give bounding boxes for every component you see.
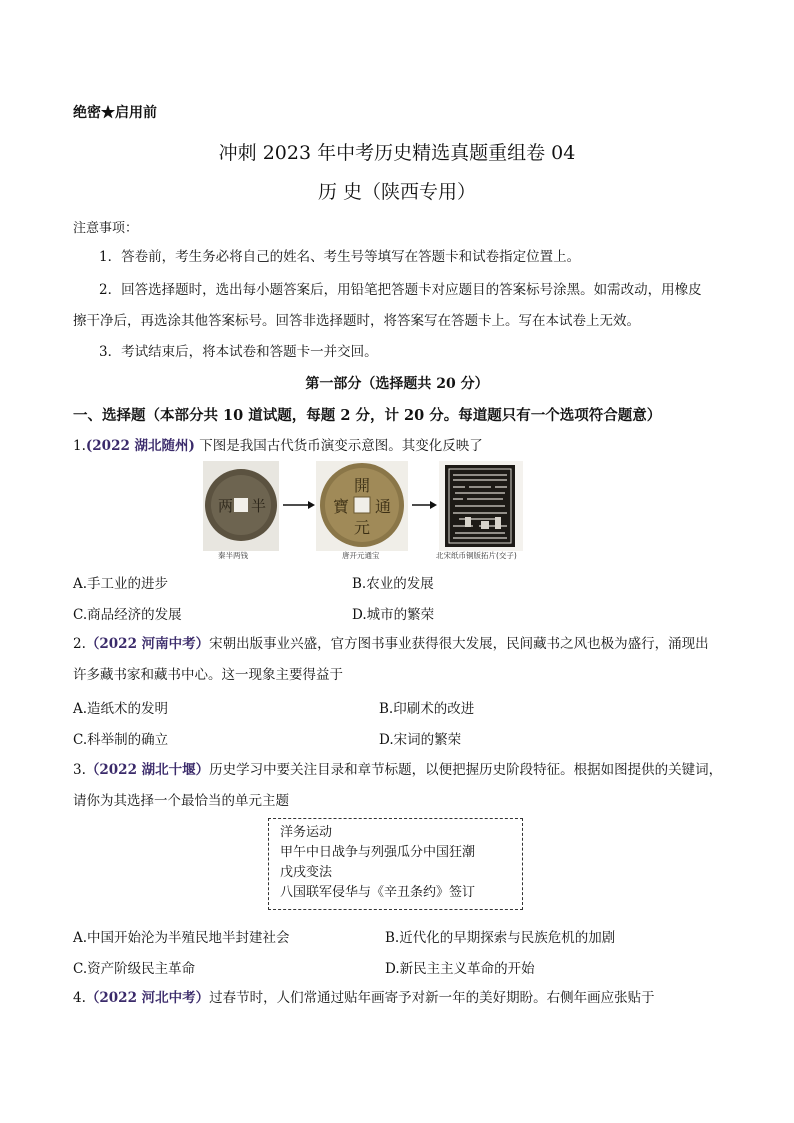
caption-qin-banliang: 秦半两钱 bbox=[218, 551, 248, 560]
coin1-char-right: 半 bbox=[251, 497, 267, 515]
coin2-char-left: 寶 bbox=[333, 497, 350, 516]
question-4-text: 过春节时，人们常通过贴年画寄予对新一年的美好期盼。右侧年画应张贴于 bbox=[209, 990, 655, 1006]
arrow-2-head bbox=[430, 501, 437, 509]
coin1-hole bbox=[234, 498, 248, 512]
question-1-text: 下图是我国古代货币演变示意图。其变化反映了 bbox=[194, 438, 483, 454]
note-item-2-line-1: 2．回答选择题时，选出每小题答案后，用铅笔把答题卡对应题目的答案标号涂黑。如需改动，用橡皮 bbox=[99, 282, 702, 298]
question-1-option-c[interactable]: C.商品经济的发展 bbox=[73, 607, 182, 623]
keyword-1: 洋务运动 bbox=[280, 825, 333, 840]
question-1-option-b[interactable]: B.农业的发展 bbox=[352, 576, 434, 592]
question-3-text-1: 历史学习中要关注目录和章节标题，以便把握历史阶段特征。根据如图提供的关键词， bbox=[209, 762, 723, 778]
question-2-option-b[interactable]: B.印刷术的改进 bbox=[379, 701, 475, 717]
question-2-text-1: 宋朝出版事业兴盛，官方图书事业获得很大发展，民间藏书之风也极为盛行，涌现出 bbox=[209, 636, 709, 652]
question-3-option-b[interactable]: B.近代化的早期探索与民族危机的加剧 bbox=[385, 930, 616, 946]
caption-song-jiaozi: 北宋纸币铜版拓片(交子) bbox=[436, 551, 517, 560]
question-1-source: (2022 湖北随州) bbox=[85, 438, 195, 454]
coin2-char-right: 通 bbox=[375, 497, 392, 516]
question-1-option-a[interactable]: A.手工业的进步 bbox=[73, 576, 169, 592]
question-2-source: （2022 河南中考） bbox=[85, 636, 210, 652]
question-3-number: 3. bbox=[73, 762, 86, 778]
question-3-stem-line-2: 请你为其选择一个最恰当的单元主题 bbox=[73, 793, 289, 809]
coin1-char-left: 两 bbox=[218, 497, 234, 515]
coin2-hole bbox=[354, 497, 370, 513]
question-1-number: 1. bbox=[73, 438, 86, 454]
keyword-3: 戊戌变法 bbox=[280, 865, 333, 880]
question-3-source: （2022 湖北十堰） bbox=[85, 762, 210, 778]
keywords-box bbox=[268, 818, 523, 910]
section-heading: 一、选择题（本部分共 10 道试题，每题 2 分，计 20 分。每道题只有一个选项符合题意） bbox=[73, 407, 662, 424]
caption-tang-kaiyuan: 唐开元通宝 bbox=[342, 551, 380, 560]
note-item-3: 3．考试结束后，将本试卷和答题卡一并交回。 bbox=[99, 344, 378, 360]
notes-title: 注意事项： bbox=[73, 221, 139, 236]
arrow-1-head bbox=[308, 501, 315, 509]
section-title: 第一部分（选择题共 20 分） bbox=[305, 376, 489, 392]
note-item-1: 1．答卷前，考生务必将自己的姓名、考生号等填写在答题卡和试卷指定位置上。 bbox=[99, 249, 581, 265]
question-3-option-c[interactable]: C.资产阶级民主革命 bbox=[73, 961, 196, 977]
question-2-option-c[interactable]: C.科举制的确立 bbox=[73, 732, 169, 748]
question-3-option-d[interactable]: D.新民主主义革命的开始 bbox=[385, 961, 535, 977]
question-2-stem-line-2: 许多藏书家和藏书中心。这一现象主要得益于 bbox=[73, 667, 343, 683]
keyword-4: 八国联军侵华与《辛丑条约》签订 bbox=[280, 885, 476, 900]
keyword-2: 甲午中日战争与列强瓜分中国狂潮 bbox=[280, 845, 476, 860]
question-4-number: 4. bbox=[73, 990, 86, 1006]
question-2-option-a[interactable]: A.造纸术的发明 bbox=[73, 701, 169, 717]
question-4-source: （2022 河北中考） bbox=[85, 990, 210, 1006]
coin2-char-top: 開 bbox=[354, 476, 371, 495]
question-1-option-d[interactable]: D.城市的繁荣 bbox=[352, 607, 435, 623]
question-2-stem-line-1 bbox=[73, 634, 709, 654]
question-2-number: 2. bbox=[73, 636, 86, 652]
coin2-char-bottom: 元 bbox=[354, 518, 371, 537]
question-4-stem bbox=[73, 988, 655, 1008]
question-3-option-a[interactable]: A.中国开始沦为半殖民地半封建社会 bbox=[73, 930, 290, 946]
question-2-option-d[interactable]: D.宋词的繁荣 bbox=[379, 732, 462, 748]
question-1-stem bbox=[73, 436, 483, 456]
exam-title: 冲刺 2023 年中考历史精选真题重组卷 04 bbox=[218, 142, 576, 164]
confidential-label: 绝密★启用前 bbox=[73, 105, 157, 121]
exam-subtitle: 历 史（陕西专用） bbox=[317, 181, 477, 203]
question-3-stem-line-1 bbox=[73, 760, 722, 780]
note-item-2-line-2: 擦干净后，再选涂其他答案标号。回答非选择题时，将答案写在答题卡上。写在本试卷上无效。 bbox=[73, 313, 640, 329]
currency-evolution-figure bbox=[203, 461, 523, 559]
